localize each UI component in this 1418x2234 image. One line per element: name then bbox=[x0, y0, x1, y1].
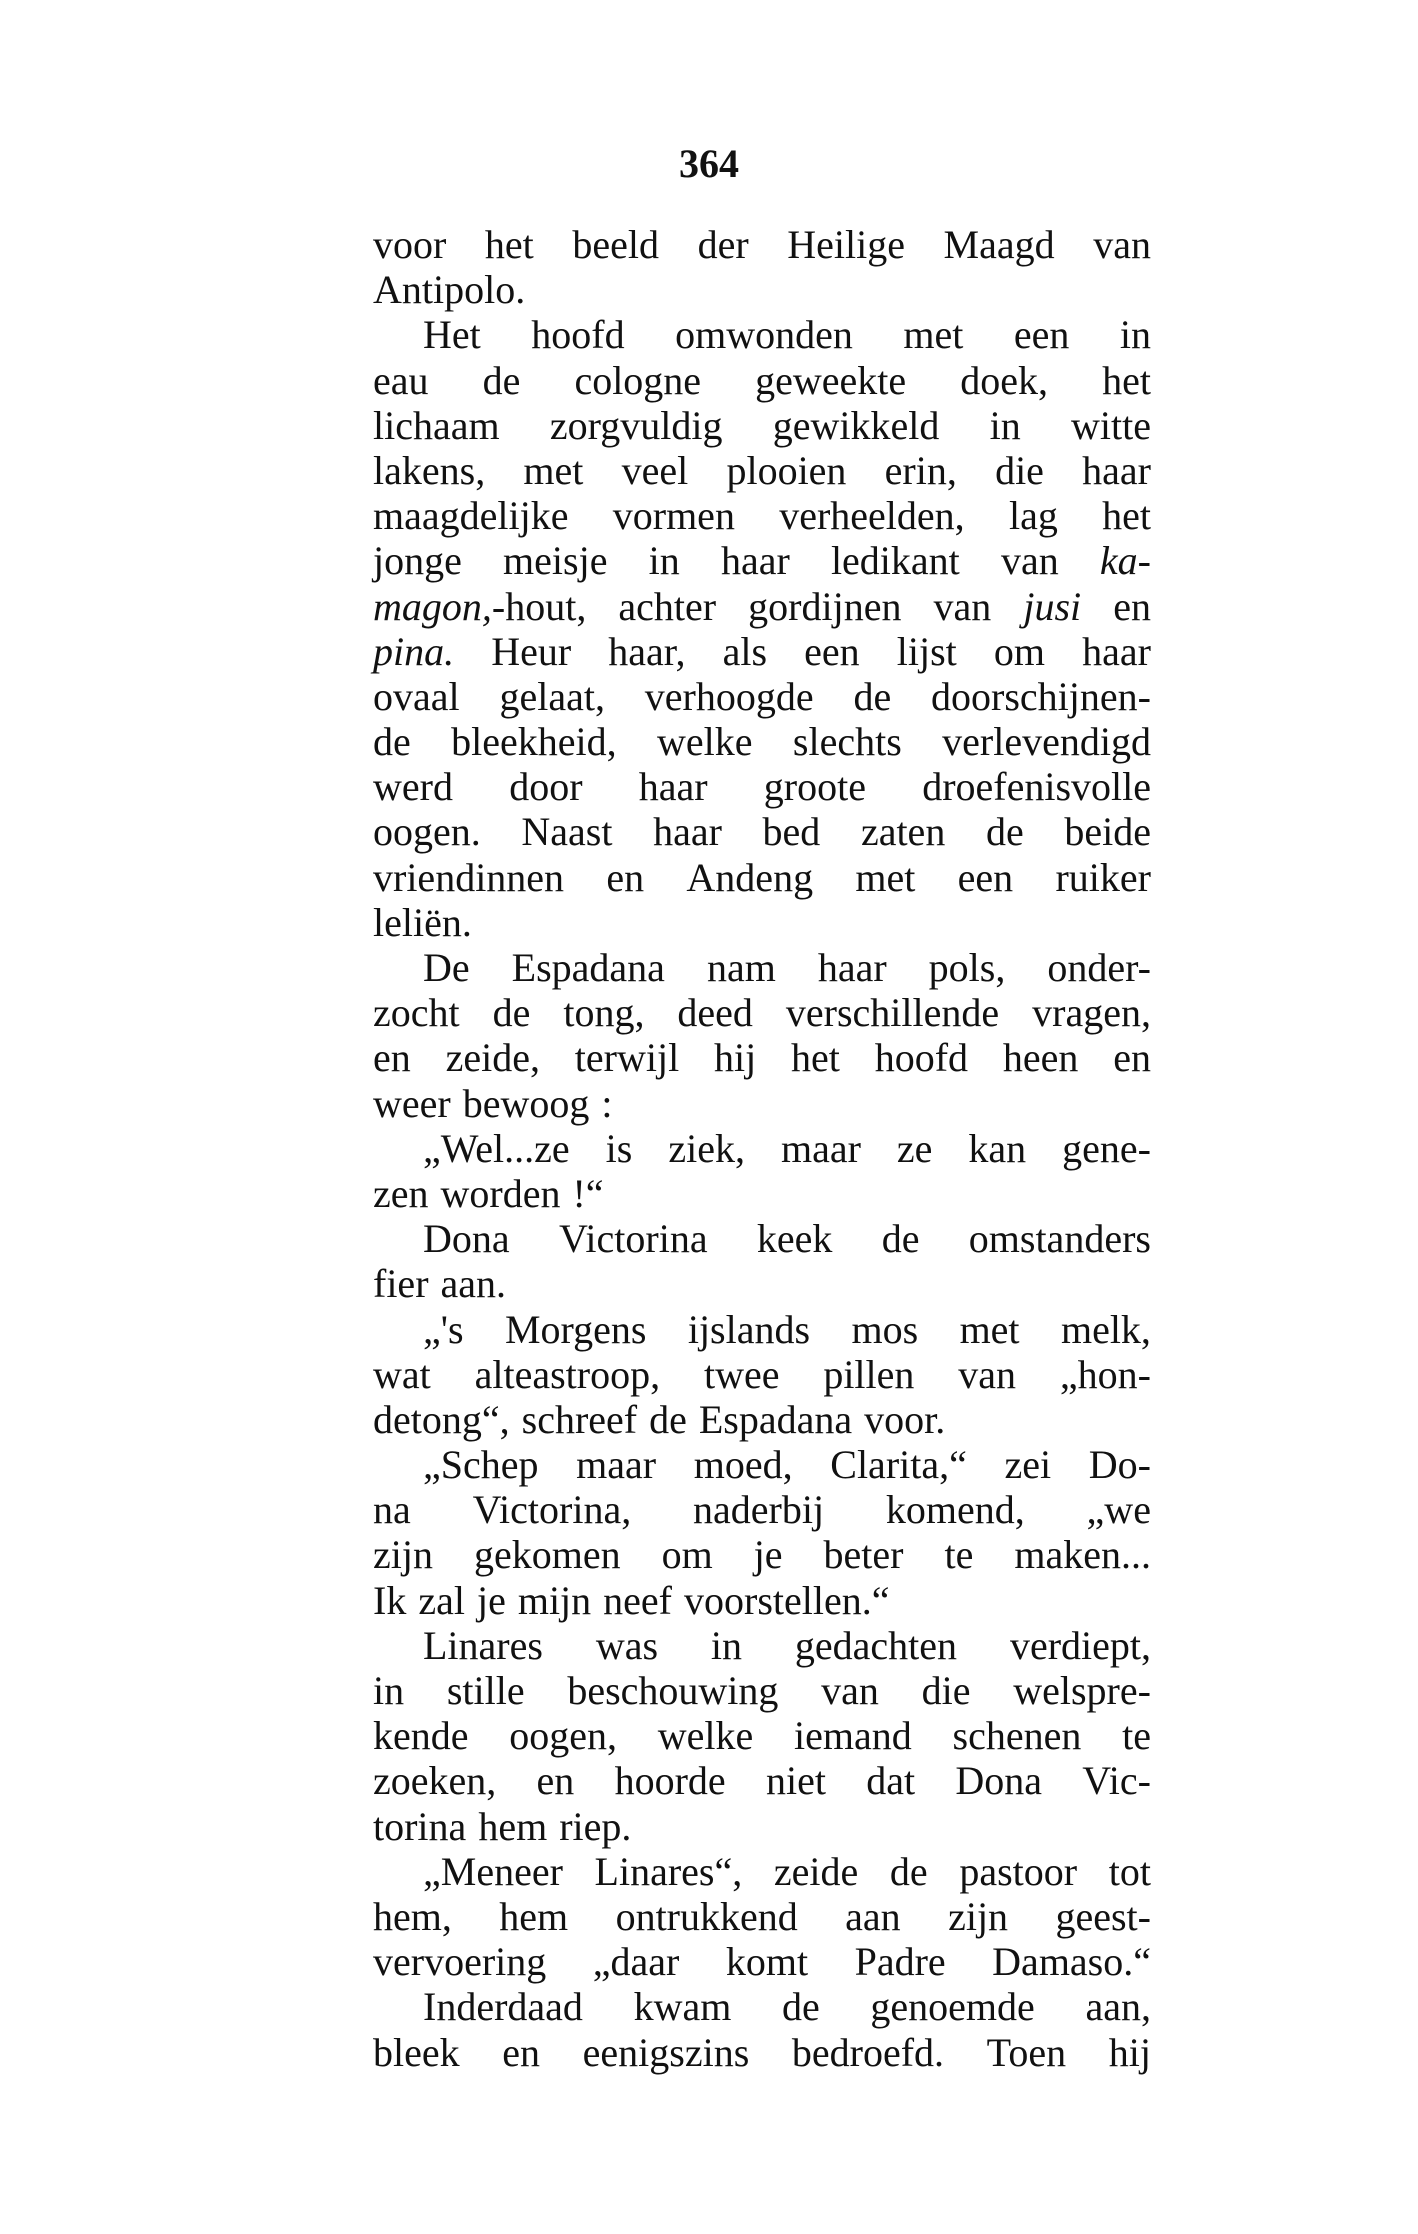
word: een bbox=[957, 854, 1014, 900]
word: de bbox=[889, 1848, 928, 1894]
text-line bbox=[373, 1216, 1151, 1261]
word: zoeken, bbox=[373, 1758, 497, 1804]
word: De bbox=[423, 945, 470, 990]
word: bed bbox=[762, 809, 821, 855]
text-line bbox=[373, 900, 1151, 945]
text-line bbox=[373, 1035, 1151, 1080]
word: ruiker bbox=[1055, 854, 1151, 900]
word: Morgens bbox=[504, 1306, 647, 1352]
word: van bbox=[821, 1668, 879, 1713]
word: in bbox=[373, 1668, 405, 1713]
word: de bbox=[881, 1216, 920, 1262]
word: kan bbox=[968, 1125, 1027, 1171]
word: zen bbox=[373, 1170, 429, 1216]
word: achter bbox=[618, 583, 717, 629]
text-line bbox=[373, 1532, 1151, 1577]
word: pols, bbox=[928, 945, 1006, 990]
word: jusi bbox=[1023, 583, 1082, 629]
word: leliën. bbox=[373, 899, 472, 945]
word: „'s bbox=[423, 1306, 464, 1352]
text-line bbox=[373, 1307, 1151, 1352]
text-line bbox=[373, 403, 1151, 448]
text-line bbox=[373, 2030, 1151, 2075]
word: Het bbox=[423, 312, 481, 358]
word: komt bbox=[725, 1939, 809, 1985]
word: hem bbox=[478, 1803, 548, 1849]
word: die bbox=[921, 1668, 971, 1713]
word: riep. bbox=[559, 1803, 632, 1849]
word: keek bbox=[756, 1216, 833, 1262]
word: tot bbox=[1108, 1848, 1151, 1894]
text-line bbox=[373, 1081, 1151, 1126]
text-line bbox=[373, 629, 1151, 674]
word: en bbox=[536, 1758, 575, 1804]
word: pastoor bbox=[959, 1848, 1078, 1894]
word: het bbox=[1102, 493, 1151, 539]
word: bewoog bbox=[462, 1080, 590, 1126]
word: niet bbox=[765, 1758, 826, 1804]
word: verlevendigd bbox=[942, 719, 1151, 765]
word: deed bbox=[677, 990, 753, 1036]
word: bleekheid, bbox=[451, 719, 617, 765]
word: torina bbox=[373, 1803, 467, 1849]
word: te bbox=[944, 1532, 974, 1578]
word: de bbox=[985, 809, 1024, 855]
word: plooien bbox=[726, 447, 847, 493]
word: „we bbox=[1086, 1487, 1151, 1533]
word: pina. bbox=[373, 628, 455, 674]
word: melk, bbox=[1060, 1306, 1151, 1352]
word: welke bbox=[657, 1713, 754, 1759]
text-line bbox=[373, 719, 1151, 764]
word: veel bbox=[621, 447, 689, 493]
word: met bbox=[903, 312, 964, 358]
text-line bbox=[373, 584, 1151, 629]
word: Antipolo. bbox=[373, 267, 526, 313]
text-line bbox=[373, 538, 1151, 583]
text-line bbox=[373, 493, 1151, 538]
body-text bbox=[373, 222, 1151, 2075]
word: Inderdaad bbox=[423, 1984, 583, 2030]
word: lijst bbox=[896, 628, 957, 674]
word: zocht bbox=[373, 990, 460, 1036]
word: onder- bbox=[1047, 945, 1151, 990]
word: detong“, bbox=[373, 1396, 510, 1442]
text-line bbox=[373, 1894, 1151, 1939]
text-line bbox=[373, 1623, 1151, 1668]
word: is bbox=[605, 1125, 633, 1171]
word: „Schep bbox=[423, 1442, 539, 1488]
word: te bbox=[1122, 1713, 1151, 1759]
word: meisje bbox=[503, 538, 608, 584]
word: Do- bbox=[1088, 1442, 1151, 1488]
word: vragen, bbox=[1032, 990, 1151, 1036]
word: genoemde bbox=[870, 1984, 1035, 2030]
word: voor. bbox=[864, 1396, 946, 1442]
word: zeide bbox=[773, 1848, 859, 1894]
word: met bbox=[523, 447, 584, 493]
word: Heilige bbox=[787, 222, 905, 267]
word: haar bbox=[653, 809, 722, 855]
word: „hon- bbox=[1059, 1351, 1151, 1397]
word: de bbox=[492, 990, 531, 1036]
word: voor bbox=[373, 222, 447, 267]
word: omwonden bbox=[675, 312, 853, 358]
word: schreef bbox=[521, 1396, 638, 1442]
word: „Meneer bbox=[423, 1848, 563, 1894]
word: Toen bbox=[986, 2029, 1067, 2075]
word: hem, bbox=[373, 1893, 452, 1939]
word: een bbox=[1013, 312, 1070, 358]
word: maar bbox=[780, 1125, 861, 1171]
text-line bbox=[373, 312, 1151, 357]
word: terwijl bbox=[574, 1035, 680, 1081]
word: Linares“, bbox=[594, 1848, 743, 1894]
word: Victorina, bbox=[472, 1487, 632, 1533]
word: de bbox=[482, 357, 521, 403]
word: fier bbox=[373, 1261, 429, 1307]
word: tong, bbox=[563, 990, 645, 1036]
word: Vic- bbox=[1082, 1758, 1151, 1804]
word: van bbox=[933, 583, 992, 629]
word: oogen. bbox=[373, 809, 481, 855]
word: beeld bbox=[572, 222, 659, 267]
word: moed, bbox=[693, 1442, 793, 1488]
word: hoofd bbox=[874, 1035, 969, 1081]
text-line bbox=[373, 358, 1151, 403]
word: in bbox=[710, 1622, 743, 1668]
word: erin, bbox=[884, 447, 957, 493]
text-line bbox=[373, 945, 1151, 990]
word: Linares bbox=[423, 1622, 543, 1668]
word: heen bbox=[1002, 1035, 1079, 1081]
word: in bbox=[989, 402, 1021, 448]
word: Victorina bbox=[558, 1216, 708, 1262]
word: cologne bbox=[574, 357, 702, 403]
word: slechts bbox=[792, 719, 902, 765]
word: „daar bbox=[592, 1939, 680, 1985]
word: hem bbox=[499, 1893, 569, 1939]
text-line bbox=[373, 855, 1151, 900]
word: maagdelijke bbox=[373, 493, 569, 539]
word: ledikant bbox=[830, 538, 960, 584]
word: „Wel...ze bbox=[423, 1125, 570, 1171]
word: worden bbox=[440, 1170, 561, 1216]
word: en bbox=[1113, 583, 1151, 629]
word: met bbox=[855, 854, 916, 900]
text-line bbox=[373, 1939, 1151, 1984]
word: : bbox=[601, 1080, 613, 1126]
word: maar bbox=[576, 1442, 657, 1488]
text-line bbox=[373, 1804, 1151, 1849]
word: hoorde bbox=[614, 1758, 726, 1804]
text-line bbox=[373, 1984, 1151, 2029]
word: door bbox=[509, 764, 583, 810]
word: eenigszins bbox=[582, 2029, 750, 2075]
word: omstanders bbox=[968, 1216, 1151, 1262]
word: Maagd bbox=[943, 222, 1055, 267]
word: werd bbox=[373, 764, 453, 810]
text-line bbox=[373, 1171, 1151, 1216]
word: hij bbox=[714, 1035, 757, 1081]
word: magon,-hout, bbox=[373, 583, 587, 629]
word: geest- bbox=[1055, 1893, 1151, 1939]
word: verheelden, bbox=[779, 493, 965, 539]
word: doek, bbox=[960, 357, 1048, 403]
word: gewikkeld bbox=[772, 402, 940, 448]
word: lichaam bbox=[373, 402, 500, 448]
word: en bbox=[502, 2029, 541, 2075]
word: was bbox=[595, 1622, 659, 1668]
text-line bbox=[373, 990, 1151, 1035]
word: Espadana bbox=[511, 945, 665, 990]
word: na bbox=[373, 1487, 411, 1533]
word: de bbox=[649, 1396, 687, 1442]
word: aan bbox=[845, 1893, 901, 1939]
text-line bbox=[373, 1849, 1151, 1894]
word: en bbox=[1113, 1035, 1151, 1081]
word: doorschijnen- bbox=[931, 673, 1151, 719]
word: de bbox=[781, 1984, 820, 2030]
word: Padre bbox=[854, 1939, 946, 1985]
word: stille bbox=[446, 1668, 525, 1713]
text-line bbox=[373, 448, 1151, 493]
word: kende bbox=[373, 1713, 469, 1759]
word: vormen bbox=[612, 493, 735, 539]
word: alteastroop, bbox=[474, 1351, 661, 1397]
word: komend, bbox=[885, 1487, 1025, 1533]
word: haar, bbox=[608, 628, 686, 674]
word: ziek, bbox=[668, 1125, 745, 1171]
word: naderbij bbox=[693, 1487, 825, 1533]
word: wat bbox=[373, 1351, 431, 1397]
word: Andeng bbox=[686, 854, 814, 900]
word: het bbox=[1102, 357, 1151, 403]
word: verdiept, bbox=[1009, 1622, 1151, 1668]
word: als bbox=[722, 628, 768, 674]
word: witte bbox=[1071, 402, 1151, 448]
word: maken... bbox=[1014, 1532, 1151, 1578]
word: hij bbox=[1108, 2029, 1151, 2075]
word: Heur bbox=[491, 628, 572, 674]
word: kwam bbox=[633, 1984, 732, 2030]
word: om bbox=[993, 628, 1045, 674]
text-line bbox=[373, 764, 1151, 809]
text-line bbox=[373, 1261, 1151, 1306]
word: zorgvuldig bbox=[549, 402, 723, 448]
word: ijslands bbox=[687, 1306, 811, 1352]
word: welke bbox=[657, 719, 753, 765]
text-line bbox=[373, 222, 1151, 267]
page-number: 364 bbox=[679, 141, 739, 186]
word: de bbox=[373, 719, 411, 765]
text-line bbox=[373, 1397, 1151, 1442]
word: Damaso.“ bbox=[992, 1939, 1151, 1985]
word: mos bbox=[851, 1306, 919, 1352]
word: ze bbox=[896, 1125, 933, 1171]
word: gekomen bbox=[473, 1532, 621, 1578]
word: welspre- bbox=[1013, 1668, 1151, 1713]
word: eau bbox=[373, 357, 429, 403]
word: ka- bbox=[1099, 538, 1151, 584]
text-line bbox=[373, 1578, 1151, 1623]
word: van bbox=[1000, 538, 1059, 584]
word: zei bbox=[1004, 1442, 1052, 1488]
word: in bbox=[1119, 312, 1151, 358]
word: bedroefd. bbox=[791, 2029, 945, 2075]
text-line bbox=[373, 1442, 1151, 1487]
word: groote bbox=[763, 764, 866, 810]
word: haar bbox=[638, 764, 708, 810]
word: van bbox=[1093, 222, 1151, 267]
word: schenen bbox=[952, 1713, 1082, 1759]
word: om bbox=[661, 1532, 713, 1578]
word: jonge bbox=[373, 538, 462, 584]
word: het bbox=[484, 222, 534, 267]
word: weer bbox=[373, 1080, 451, 1126]
word: droefenisvolle bbox=[922, 764, 1151, 810]
text-line bbox=[373, 809, 1151, 854]
word: verhoogde bbox=[644, 673, 814, 719]
text-line bbox=[373, 1352, 1151, 1397]
text-line bbox=[373, 267, 1151, 312]
word: beter bbox=[823, 1532, 904, 1578]
word: iemand bbox=[794, 1713, 912, 1759]
text-line bbox=[373, 1668, 1151, 1713]
word: beschouwing bbox=[567, 1668, 779, 1713]
text-line bbox=[373, 674, 1151, 719]
text-line bbox=[373, 1713, 1151, 1758]
word: het bbox=[791, 1035, 840, 1081]
word: Dona bbox=[955, 1758, 1043, 1804]
word: gelaat, bbox=[499, 673, 605, 719]
word: gene- bbox=[1062, 1125, 1151, 1171]
word: Espadana bbox=[698, 1396, 853, 1442]
word: vriendinnen bbox=[373, 854, 565, 900]
word: ontrukkend bbox=[615, 1893, 798, 1939]
text-line bbox=[373, 1758, 1151, 1803]
word: zijn bbox=[948, 1893, 1009, 1939]
word: !“ bbox=[572, 1170, 604, 1216]
word: voorstellen.“ bbox=[684, 1577, 890, 1623]
word: geweekte bbox=[755, 357, 907, 403]
text-line bbox=[373, 1487, 1151, 1532]
word: lakens, bbox=[373, 447, 486, 493]
word: pillen bbox=[823, 1351, 915, 1397]
word: Clarita,“ bbox=[830, 1442, 967, 1488]
word: gedachten bbox=[794, 1622, 958, 1668]
word: dat bbox=[866, 1758, 916, 1804]
word: verschillende bbox=[785, 990, 1000, 1036]
word: der bbox=[697, 222, 749, 267]
word: van bbox=[958, 1351, 1017, 1397]
word: aan, bbox=[1085, 1984, 1151, 2030]
word: zal bbox=[418, 1577, 465, 1623]
word: in bbox=[648, 538, 680, 584]
word: twee bbox=[703, 1351, 780, 1397]
word: oogen, bbox=[509, 1713, 618, 1759]
word: lag bbox=[1008, 493, 1058, 539]
text-line bbox=[373, 1126, 1151, 1171]
word: vervoering bbox=[373, 1939, 547, 1985]
word: de bbox=[853, 673, 892, 719]
word: met bbox=[959, 1306, 1020, 1352]
word: Naast bbox=[521, 809, 613, 855]
word: nam bbox=[706, 945, 776, 990]
word: Ik bbox=[373, 1577, 407, 1623]
word: en bbox=[606, 854, 645, 900]
word: haar bbox=[1082, 628, 1151, 674]
word: je bbox=[476, 1577, 506, 1623]
word: mijn bbox=[517, 1577, 592, 1623]
word: Dona bbox=[423, 1216, 510, 1262]
word: gordijnen bbox=[748, 583, 902, 629]
word: en bbox=[373, 1035, 411, 1081]
word: beide bbox=[1064, 809, 1151, 855]
word: een bbox=[804, 628, 860, 674]
word: zijn bbox=[373, 1532, 433, 1578]
word: zaten bbox=[860, 809, 946, 855]
word: aan. bbox=[440, 1261, 507, 1307]
word: je bbox=[753, 1532, 783, 1578]
word: die bbox=[995, 447, 1044, 493]
word: ovaal bbox=[373, 673, 460, 719]
word: hoofd bbox=[531, 312, 625, 358]
word: haar bbox=[720, 538, 790, 584]
word: neef bbox=[603, 1577, 672, 1623]
word: haar bbox=[1082, 447, 1151, 493]
word: bleek bbox=[373, 2029, 460, 2075]
word: haar bbox=[817, 945, 887, 990]
word: zeide, bbox=[445, 1035, 540, 1081]
